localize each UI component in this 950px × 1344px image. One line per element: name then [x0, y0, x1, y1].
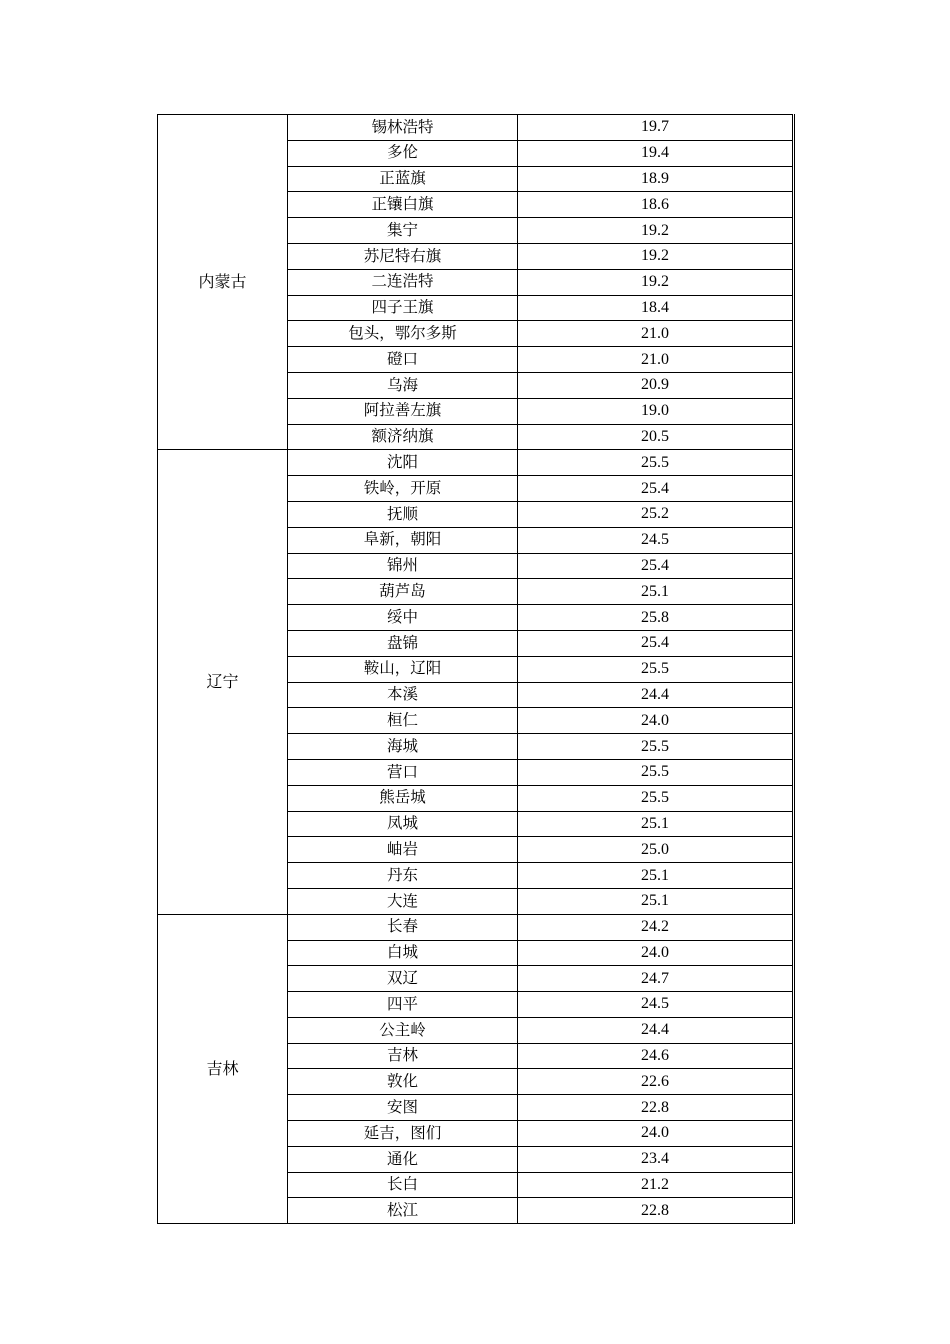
- city-cell: 桓仁: [288, 708, 518, 734]
- value-cell: 25.1: [518, 888, 794, 914]
- city-cell: 长春: [288, 914, 518, 940]
- value-cell: 25.5: [518, 785, 794, 811]
- city-cell: 四子王旗: [288, 295, 518, 321]
- city-cell: 吉林: [288, 1043, 518, 1069]
- city-cell: 岫岩: [288, 837, 518, 863]
- value-cell: 25.0: [518, 837, 794, 863]
- city-cell: 本溪: [288, 682, 518, 708]
- value-cell: 24.0: [518, 708, 794, 734]
- value-cell: 19.2: [518, 243, 794, 269]
- city-cell: 沈阳: [288, 450, 518, 476]
- city-cell: 公主岭: [288, 1017, 518, 1043]
- value-cell: 25.2: [518, 501, 794, 527]
- value-cell: 24.4: [518, 1017, 794, 1043]
- city-cell: 松江: [288, 1198, 518, 1224]
- city-cell: 四平: [288, 992, 518, 1018]
- table-body: [158, 115, 794, 1224]
- value-cell: 21.0: [518, 321, 794, 347]
- value-cell: 25.5: [518, 450, 794, 476]
- city-cell: 正蓝旗: [288, 166, 518, 192]
- value-cell: 18.4: [518, 295, 794, 321]
- city-cell: 多伦: [288, 140, 518, 166]
- value-cell: 22.8: [518, 1095, 794, 1121]
- city-cell: 绥中: [288, 605, 518, 631]
- city-cell: 安图: [288, 1095, 518, 1121]
- region-cell: 吉林: [158, 914, 288, 1224]
- value-cell: 20.5: [518, 424, 794, 450]
- city-cell: 营口: [288, 759, 518, 785]
- city-cell: 额济纳旗: [288, 424, 518, 450]
- region-cell: 内蒙古: [158, 115, 288, 450]
- value-cell: 24.5: [518, 527, 794, 553]
- value-cell: 25.5: [518, 734, 794, 760]
- value-cell: 19.7: [518, 115, 794, 141]
- city-cell: 阿拉善左旗: [288, 398, 518, 424]
- city-cell: 通化: [288, 1146, 518, 1172]
- value-cell: 24.7: [518, 966, 794, 992]
- value-cell: 25.8: [518, 605, 794, 631]
- city-cell: 白城: [288, 940, 518, 966]
- value-cell: 25.1: [518, 811, 794, 837]
- value-cell: 21.2: [518, 1172, 794, 1198]
- value-cell: 25.5: [518, 759, 794, 785]
- value-cell: 25.5: [518, 656, 794, 682]
- value-cell: 22.6: [518, 1069, 794, 1095]
- value-cell: 20.9: [518, 372, 794, 398]
- city-cell: 双辽: [288, 966, 518, 992]
- city-cell: 锦州: [288, 553, 518, 579]
- city-cell: 磴口: [288, 347, 518, 373]
- city-cell: 二连浩特: [288, 269, 518, 295]
- value-cell: 19.4: [518, 140, 794, 166]
- city-cell: 海城: [288, 734, 518, 760]
- value-cell: 21.0: [518, 347, 794, 373]
- city-cell: 苏尼特右旗: [288, 243, 518, 269]
- value-cell: 18.6: [518, 192, 794, 218]
- city-cell: 乌海: [288, 372, 518, 398]
- city-cell: 鞍山，辽阳: [288, 656, 518, 682]
- value-cell: 25.4: [518, 476, 794, 502]
- city-cell: 锡林浩特: [288, 115, 518, 141]
- city-cell: 集宁: [288, 218, 518, 244]
- value-cell: 19.2: [518, 218, 794, 244]
- value-cell: 24.4: [518, 682, 794, 708]
- value-cell: 19.2: [518, 269, 794, 295]
- value-cell: 25.1: [518, 863, 794, 889]
- city-cell: 大连: [288, 888, 518, 914]
- table-row: [158, 450, 794, 476]
- city-cell: 包头，鄂尔多斯: [288, 321, 518, 347]
- city-cell: 丹东: [288, 863, 518, 889]
- city-cell: 葫芦岛: [288, 579, 518, 605]
- table-row: [158, 914, 794, 940]
- table-row: [158, 115, 794, 141]
- city-cell: 延吉，图们: [288, 1121, 518, 1147]
- value-cell: 24.6: [518, 1043, 794, 1069]
- value-cell: 24.2: [518, 914, 794, 940]
- value-cell: 18.9: [518, 166, 794, 192]
- city-cell: 敦化: [288, 1069, 518, 1095]
- city-cell: 阜新，朝阳: [288, 527, 518, 553]
- city-cell: 熊岳城: [288, 785, 518, 811]
- value-cell: 25.4: [518, 553, 794, 579]
- city-cell: 盘锦: [288, 630, 518, 656]
- city-cell: 正镶白旗: [288, 192, 518, 218]
- climate-table: [157, 114, 795, 1224]
- city-cell: 凤城: [288, 811, 518, 837]
- value-cell: 19.0: [518, 398, 794, 424]
- value-cell: 25.4: [518, 630, 794, 656]
- value-cell: 23.4: [518, 1146, 794, 1172]
- value-cell: 25.1: [518, 579, 794, 605]
- city-cell: 长白: [288, 1172, 518, 1198]
- value-cell: 24.5: [518, 992, 794, 1018]
- city-cell: 抚顺: [288, 501, 518, 527]
- city-cell: 铁岭，开原: [288, 476, 518, 502]
- region-cell: 辽宁: [158, 450, 288, 914]
- value-cell: 24.0: [518, 940, 794, 966]
- value-cell: 24.0: [518, 1121, 794, 1147]
- value-cell: 22.8: [518, 1198, 794, 1224]
